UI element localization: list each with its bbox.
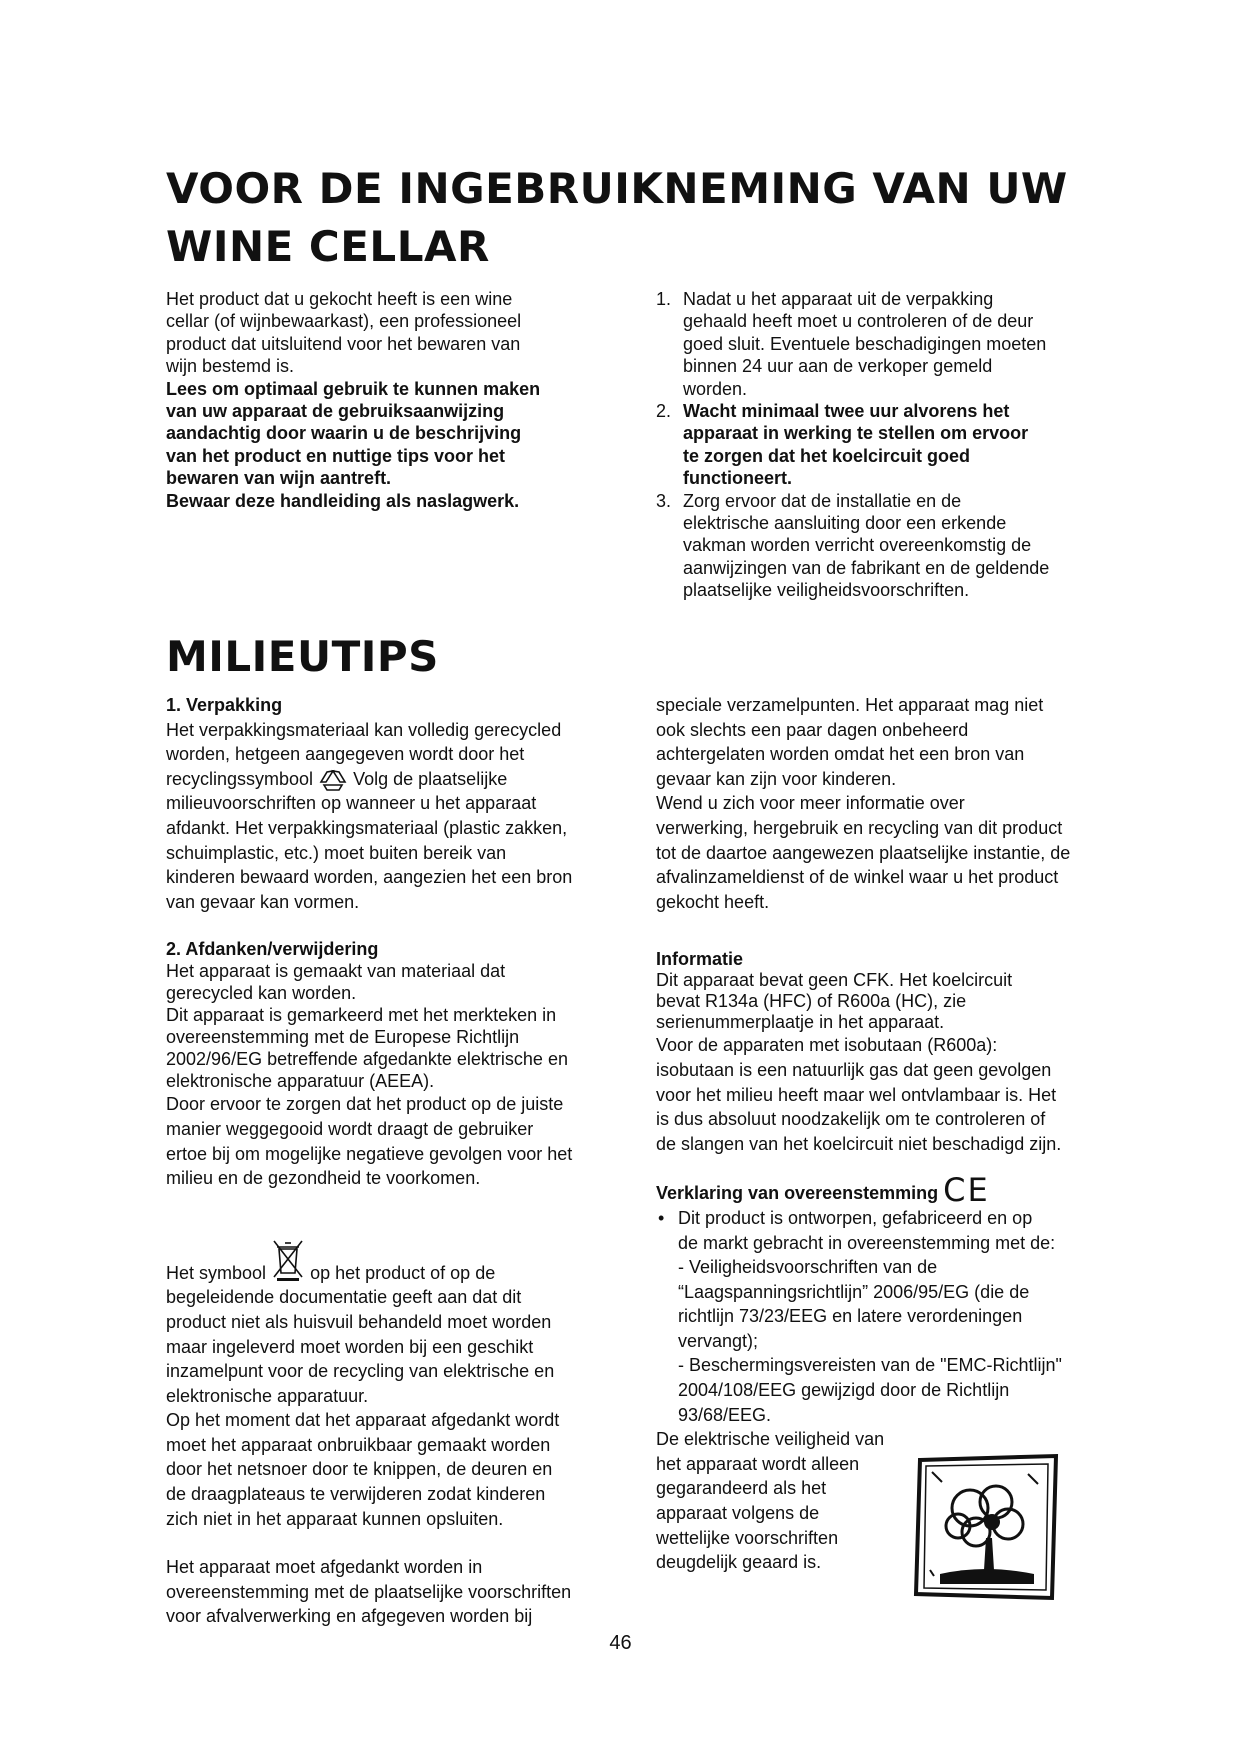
milieu-right-column	[656, 693, 1096, 1575]
electrical-safety-paragraph: De elektrische veiligheid van het apparaat wordt alleen gegarandeerd als het apparaat volgens de wettelijke voorschriften deugdelijk geaard is.	[656, 1429, 885, 1573]
verklaring-heading: Verklaring van overeenstemming CE	[656, 1171, 990, 1210]
milieutips-title: MILIEUTIPS	[166, 632, 439, 681]
milieu-left-column	[166, 693, 606, 1629]
informatie-paragraph-1: Dit apparaat bevat geen CFK. Het koelcircuit bevat R134a (HFC) of R600a (HC), zie serienummerplaatje in het apparaat.	[656, 970, 1013, 1033]
intro-column	[166, 288, 606, 512]
tree-environment-icon	[910, 1452, 1060, 1602]
step-3: 3. Zorg ervoor dat de installatie en de elektrische aansluiting door een erkende vakman worden verricht overeenkomstig de aanwijzingen van de fabrikant en de geldende plaatselijke veiligheidsvoorschriften.	[656, 490, 1050, 601]
page-number: 46	[609, 1632, 632, 1654]
page-title	[166, 160, 1106, 276]
more-info-paragraph: Wend u zich voor meer informatie over verwerking, hergebruik en recycling van dit product tot de daartoe aangewezen plaatselijke instantie, de afvalinzameldienst of de winkel waar u het product gekocht heeft.	[656, 793, 1071, 912]
ce-mark-icon: CE	[943, 1171, 990, 1210]
afdanken-paragraph-5: Op het moment dat het apparaat afgedankt wordt moet het apparaat onbruikbaar gemaakt worden door het netsnoer door te knippen, de deuren en de draagplateaus te verwijderen zodat kinderen zich niet in het apparaat kunnen opsluiten.	[166, 1410, 560, 1529]
steps-list	[656, 288, 1096, 602]
low-voltage-item: - Veiligheidsvoorschriften van de “Laagspanningsrichtlijn” 2006/95/EG (die de richtlijn 73/23/EEG en latere verordeningen vervangt);	[678, 1257, 1030, 1351]
afdanken-heading: 2. Afdanken/verwijdering	[166, 939, 379, 960]
recycling-icon	[318, 769, 348, 791]
keep-manual-note: Bewaar deze handleiding als naslagwerk.	[166, 490, 520, 511]
afdanken-paragraph-1: Het apparaat is gemaakt van materiaal dat gerecycled kan worden.	[166, 961, 506, 1004]
verpakking-paragraph: Het verpakkingsmateriaal kan volledig gerecycled worden, hetgeen aangegeven wordt door het recyclingssymbool Volg de plaatselijke milieuvoorschriften op wanneer u het apparaat afdankt. Het verpakkingsmateriaal (plastic zakken, schuimplastic, etc.) moet buiten bereik van kinderen bewaard worden, aangezien het een bron van gevaar kan vormen.	[166, 719, 573, 912]
afdanken-paragraph-4: Het symbool op het product of op de begeleidende documentatie geeft aan dat dit product niet als huisvuil behandeld moet worden maar ingeleverd moet worden bij een geschikt inzamelpunt voor de recycling van elektrische en elektronische apparatuur.	[166, 1237, 606, 1409]
steps-column	[656, 288, 1096, 602]
step-1: 1. Nadat u het apparaat uit de verpakking gehaald heeft moet u controleren of de deur goed sluit. Eventuele beschadigingen moeten binnen 24 uur aan de verkoper gemeld worden.	[656, 289, 1047, 399]
verpakking-heading: 1. Verpakking	[166, 695, 283, 715]
informatie-heading: Informatie	[656, 949, 744, 970]
intro-bold-paragraph: Lees om optimaal gebruik te kunnen maken van uw apparaat de gebruiksaanwijzing aandachtig door waarin u de beschrijving van het product en nuttige tips voor het bewaren van wijn aantreft.	[166, 378, 541, 489]
afdanken-paragraph-3: Door ervoor te zorgen dat het product op de juiste manier weggegooid wordt draagt de gebruiker ertoe bij om mogelijke negatieve gevolgen voor het milieu en de gezondheid te voorkomen.	[166, 1094, 573, 1189]
afdanken-paragraph-2: Dit apparaat is gemarkeerd met het merkteken in overeenstemming met de Europese Richtlijn 2002/96/EG betreffende afgedankte elektrische en elektronische apparatuur (AEEA).	[166, 1005, 568, 1092]
informatie-paragraph-2: Voor de apparaten met isobutaan (R600a): isobutaan is een natuurlijk gas dat geen gevolgen voor het milieu heeft maar wel ontvlambaar is. Het is dus absoluut noodzakelijk om te controleren of de slangen van het koelcircuit niet beschadigd zijn.	[656, 1035, 1062, 1154]
title-line-1: VOOR DE INGEBRUIKNEMING VAN UW	[166, 164, 1068, 213]
conformity-bullet: • Dit product is ontworpen, gefabriceerd en op de markt gebracht in overeenstemming met de:	[658, 1207, 1056, 1253]
collection-paragraph: speciale verzamelpunten. Het apparaat mag niet ook slechts een paar dagen onbeheerd achtergelaten worden omdat het een bron van gevaar kan zijn voor kinderen.	[656, 695, 1044, 789]
weee-bin-icon	[271, 1237, 305, 1283]
title-line-2: WINE CELLAR	[166, 222, 490, 271]
intro-paragraph: Het product dat u gekocht heeft is een wine cellar (of wijnbewaarkast), een professioneel product dat uitsluitend voor het bewaren van wijn bestemd is.	[166, 289, 522, 377]
emc-item: - Beschermingsvereisten van de "EMC-Richtlijn" 2004/108/EEG gewijzigd door de Richtlijn 93/68/EEG.	[678, 1355, 1062, 1425]
step-2: 2. Wacht minimaal twee uur alvorens het apparaat in werking te stellen om ervoor te zorgen dat het koelcircuit goed functioneert.	[656, 401, 1029, 489]
afdanken-paragraph-6: Het apparaat moet afgedankt worden in overeenstemming met de plaatselijke voorschriften voor afvalverwerking en afgegeven worden bij	[166, 1557, 572, 1627]
